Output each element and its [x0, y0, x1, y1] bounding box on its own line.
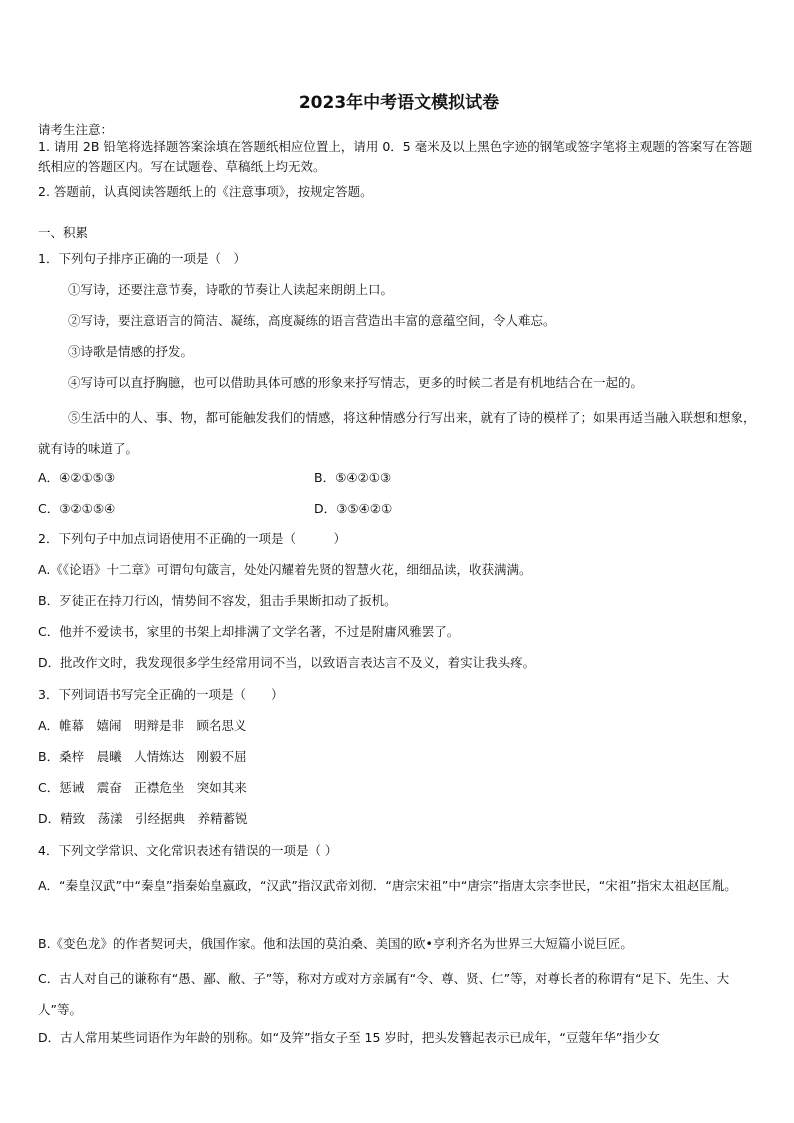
q1-option-c: C．③②①⑤④ — [38, 501, 116, 516]
q3-option-d: D．精致 荡漾 引经据典 养精蓄锐 — [38, 811, 248, 826]
notice-heading: 请考生注意： — [38, 122, 114, 137]
q2-option-a: A.《《论语》十二章》可谓句句箴言，处处闪耀着先贤的智慧火花，细细品读，收获满满。 — [38, 562, 532, 577]
q3-stem: 3．下列词语书写完全正确的一项是（ ） — [38, 687, 284, 702]
q2-option-d: D．批改作文时，我发现很多学生经常用词不当，以致语言表达言不及义，着实让我头疼。 — [38, 655, 536, 670]
q1-sentence-5: ⑤生活中的人、事、物，都可能触发我们的情感，将这种情感分行写出来，就有了诗的模样了；如果再适当融入联想和想象，就有诗的味道了。 — [38, 410, 756, 456]
q3-option-a: A．帷幕 嬉闹 明辩是非 顾名思义 — [38, 718, 247, 733]
q1-sentence-1: ①写诗，还要注意节奏，诗歌的节奏让人读起来朗朗上口。 — [68, 282, 394, 297]
q1-sentence-4: ④写诗可以直抒胸臆，也可以借助具体可感的形象来抒写情志，更多的时候二者是有机地结合在一起的。 — [68, 375, 644, 390]
q3-option-c: C．惩诫 震奋 正襟危坐 突如其来 — [38, 780, 247, 795]
q2-stem: 2．下列句子中加点词语使用不正确的一项是（ ） — [38, 531, 346, 546]
q1-option-d: D．③⑤④②① — [314, 501, 393, 516]
q4-option-c: C．古人对自己的谦称有“愚、鄙、敝、子”等，称对方或对方亲属有“令、尊、贤、仁”等，对尊长者的称谓有“足下、先生、大人”等。 — [38, 971, 730, 1017]
notice-item-1: 1. 请用 2B 铅笔将选择题答案涂填在答题纸相应位置上，请用 0．5 毫米及以上黑色字迹的钢笔或签字笔将主观题的答案写在答题纸相应的答题区内。写在试题卷、草稿纸上均无效。 — [38, 139, 753, 174]
q1-sentence-3: ③诗歌是情感的抒发。 — [68, 344, 194, 359]
q1-sentence-2: ②写诗，要注意语言的简洁、凝练，高度凝练的语言营造出丰富的意蕴空间，令人难忘。 — [68, 313, 556, 328]
section-heading: 一、积累 — [38, 225, 89, 240]
q1-stem: 1．下列句子排序正确的一项是（ ） — [38, 251, 246, 266]
q4-option-b: B.《变色龙》的作者契诃夫，俄国作家。他和法国的莫泊桑、美国的欧•亨利齐名为世界三大短篇小说巨匠。 — [38, 936, 633, 951]
q2-option-c: C．他并不爱读书，家里的书架上却排满了文学名著，不过是附庸风雅罢了。 — [38, 624, 460, 639]
page-title: 2023年中考语文模拟试卷 — [298, 93, 500, 113]
q1-option-b: B．⑤④②①③ — [314, 470, 392, 485]
q2-option-b: B．歹徒正在持刀行凶，情势间不容发，狙击手果断扣动了扳机。 — [38, 593, 397, 608]
q4-stem: 4．下列文学常识、文化常识表述有错误的一项是（ ） — [38, 843, 338, 858]
q4-option-d: D．古人常用某些词语作为年龄的别称。如“及笄”指女子至 15 岁时，把头发簪起表示已成年，“豆蔻年华”指少女 — [38, 1030, 660, 1045]
q3-option-b: B．桑梓 晨曦 人情炼达 刚毅不屈 — [38, 749, 247, 764]
notice-item-2: 2. 答题前，认真阅读答题纸上的《注意事项》，按规定答题。 — [38, 184, 373, 199]
q1-option-a: A．④②①⑤③ — [38, 470, 116, 485]
q4-option-a: A．“秦皇汉武”中“秦皇”指秦始皇嬴政，“汉武”指汉武帝刘彻．“唐宗宋祖”中“唐宗”指唐太宗李世民，“宋祖”指宋太祖赵匡胤。 — [38, 878, 737, 893]
